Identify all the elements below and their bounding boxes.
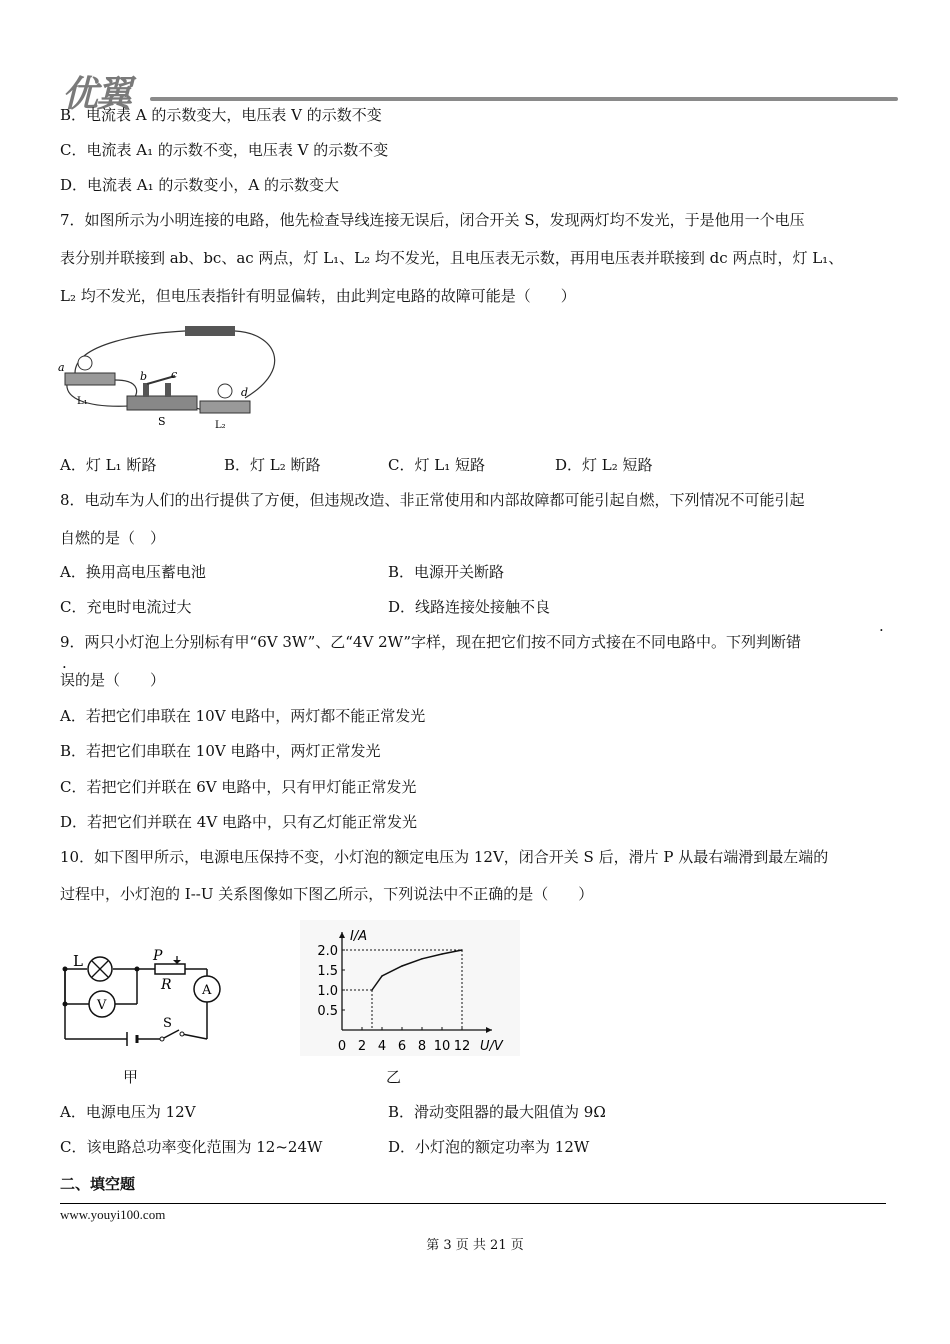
q8-stem-line2: 自燃的是（ ） xyxy=(60,529,166,547)
y-tick-label: 2.0 xyxy=(317,944,338,959)
q7-option-d: D．灯 L₂ 短路 xyxy=(555,456,653,474)
label-c: c xyxy=(171,368,178,381)
footer-rule xyxy=(60,1203,886,1204)
label-l1: L₁ xyxy=(77,396,88,407)
footer-url: www.youyi100.com xyxy=(60,1207,166,1222)
emphasis-dot: · xyxy=(62,658,67,676)
q6-option-d: D．电流表 A₁ 的示数变小，A 的示数变大 xyxy=(60,176,340,194)
x-tick-label: 10 xyxy=(433,1039,451,1054)
label-b: b xyxy=(140,370,148,383)
x-tick-label: 0 xyxy=(337,1039,347,1054)
rheostat xyxy=(155,964,185,974)
label-a: a xyxy=(58,361,65,374)
x-axis-label: U/V xyxy=(480,1039,503,1054)
switch-base xyxy=(127,396,197,410)
data-point xyxy=(461,949,463,951)
x-tick-label: 12 xyxy=(453,1039,471,1054)
y-tick-label: 1.0 xyxy=(317,984,338,999)
label-r: R xyxy=(161,977,172,993)
label-s: S xyxy=(163,1016,172,1031)
label-s: S xyxy=(158,415,166,428)
q8-option-a: A．换用高电压蓄电池 xyxy=(60,563,206,581)
header-rule xyxy=(150,97,898,101)
data-point xyxy=(381,975,383,977)
caption-jia: 甲 xyxy=(123,1068,139,1086)
q10-circuit-jia xyxy=(57,944,229,1056)
q9-option-c: C．若把它们并联在 6V 电路中，只有甲灯能正常发光 xyxy=(60,778,417,796)
q7-stem-line3: L₂ 均不发光，但电压表指针有明显偏转，由此判定电路的故障可能是（ ） xyxy=(60,287,576,305)
label-d: d xyxy=(241,386,249,399)
q10-option-b: B．滑动变阻器的最大阻值为 9Ω xyxy=(388,1103,606,1121)
q9-option-d: D．若把它们并联在 4V 电路中，只有乙灯能正常发光 xyxy=(60,813,417,831)
label-v: V xyxy=(97,998,107,1013)
q10-stem-line1: 10．如下图甲所示，电源电压保持不变，小灯泡的额定电压为 12V，闭合开关 S 后，滑片 P 从最右端滑到最左端的 xyxy=(60,848,829,866)
q9-option-b: B．若把它们串联在 10V 电路中，两灯正常发光 xyxy=(60,742,381,760)
data-point xyxy=(441,953,443,955)
x-tick-label: 4 xyxy=(377,1039,387,1054)
q10-option-c: C．该电路总功率变化范围为 12~24W xyxy=(60,1138,323,1156)
q10-option-d: D．小灯泡的额定功率为 12W xyxy=(388,1138,590,1156)
lamp-l2-base xyxy=(200,401,250,413)
q8-option-d: D．线路连接处接触不良 xyxy=(388,598,551,616)
q7-stem-line2: 表分别并联接到 ab、bc、ac 两点，灯 L₁、L₂ 均不发光，且电压表无示数，再用电压表并联接到 dc 两点时，灯 L₁、 xyxy=(60,249,844,267)
label-l: L xyxy=(73,952,83,970)
x-tick-label: 6 xyxy=(397,1039,407,1054)
lamp-l1-bulb xyxy=(78,356,92,370)
q6-option-b: B．电流表 A 的示数变大，电压表 V 的示数不变 xyxy=(60,106,382,124)
q6-option-c: C．电流表 A₁ 的示数不变，电压表 V 的示数不变 xyxy=(60,141,389,159)
section-title: 二、填空题 xyxy=(60,1175,136,1193)
data-point xyxy=(421,958,423,960)
q7-stem-line1: 7．如图所示为小明连接的电路，他先检查导线连接无误后，闭合开关 S，发现两灯均不发光，于是他用一个电压 xyxy=(60,211,805,229)
label-a: A xyxy=(202,983,212,998)
q7-option-a: A．灯 L₁ 断路 xyxy=(60,456,157,474)
page-number: 第 3 页 共 21 页 xyxy=(426,1238,524,1253)
q10-stem-line2: 过程中，小灯泡的 I--U 关系图像如下图乙所示，下列说法中不正确的是（ ） xyxy=(60,885,594,903)
q9-stem-line1: 9．两只小灯泡上分别标有甲“6V 3W”、乙“4V 2W”字样，现在把它们按不同方式接在不同电路中。下列判断错 xyxy=(60,633,801,651)
label-l2: L₂ xyxy=(215,420,226,431)
label-p: P xyxy=(153,948,163,964)
emphasis-dot: · xyxy=(879,621,884,639)
q9-option-a: A．若把它们串联在 10V 电路中，两灯都不能正常发光 xyxy=(60,707,426,725)
q8-option-c: C．充电时电流过大 xyxy=(60,598,192,616)
lamp-l2-bulb xyxy=(218,384,232,398)
q8-stem-line1: 8．电动车为人们的出行提供了方便，但违规改造、非正常使用和内部故障都可能引起自燃，下列情况不可能引起 xyxy=(60,491,805,509)
q10-iu-chart xyxy=(300,920,520,1056)
q9-stem-line2: 误的是（ ） xyxy=(60,671,166,689)
data-point xyxy=(371,989,373,991)
q7-option-c: C．灯 L₁ 短路 xyxy=(388,456,485,474)
q7-circuit-figure xyxy=(55,318,295,438)
q8-option-b: B．电源开关断路 xyxy=(388,563,505,581)
x-tick-label: 8 xyxy=(417,1039,427,1054)
y-tick-label: 0.5 xyxy=(317,1004,338,1019)
q7-option-b: B．灯 L₂ 断路 xyxy=(224,456,321,474)
y-tick-label: 1.5 xyxy=(317,964,338,979)
caption-yi: 乙 xyxy=(386,1068,402,1086)
logo: 优翼 xyxy=(62,74,131,115)
data-point xyxy=(401,965,403,967)
y-axis-label: I/A xyxy=(350,929,368,944)
q10-option-a: A．电源电压为 12V xyxy=(60,1103,196,1121)
lamp-l1-base xyxy=(65,373,115,385)
battery-pack xyxy=(185,326,235,336)
x-tick-label: 2 xyxy=(357,1039,367,1054)
